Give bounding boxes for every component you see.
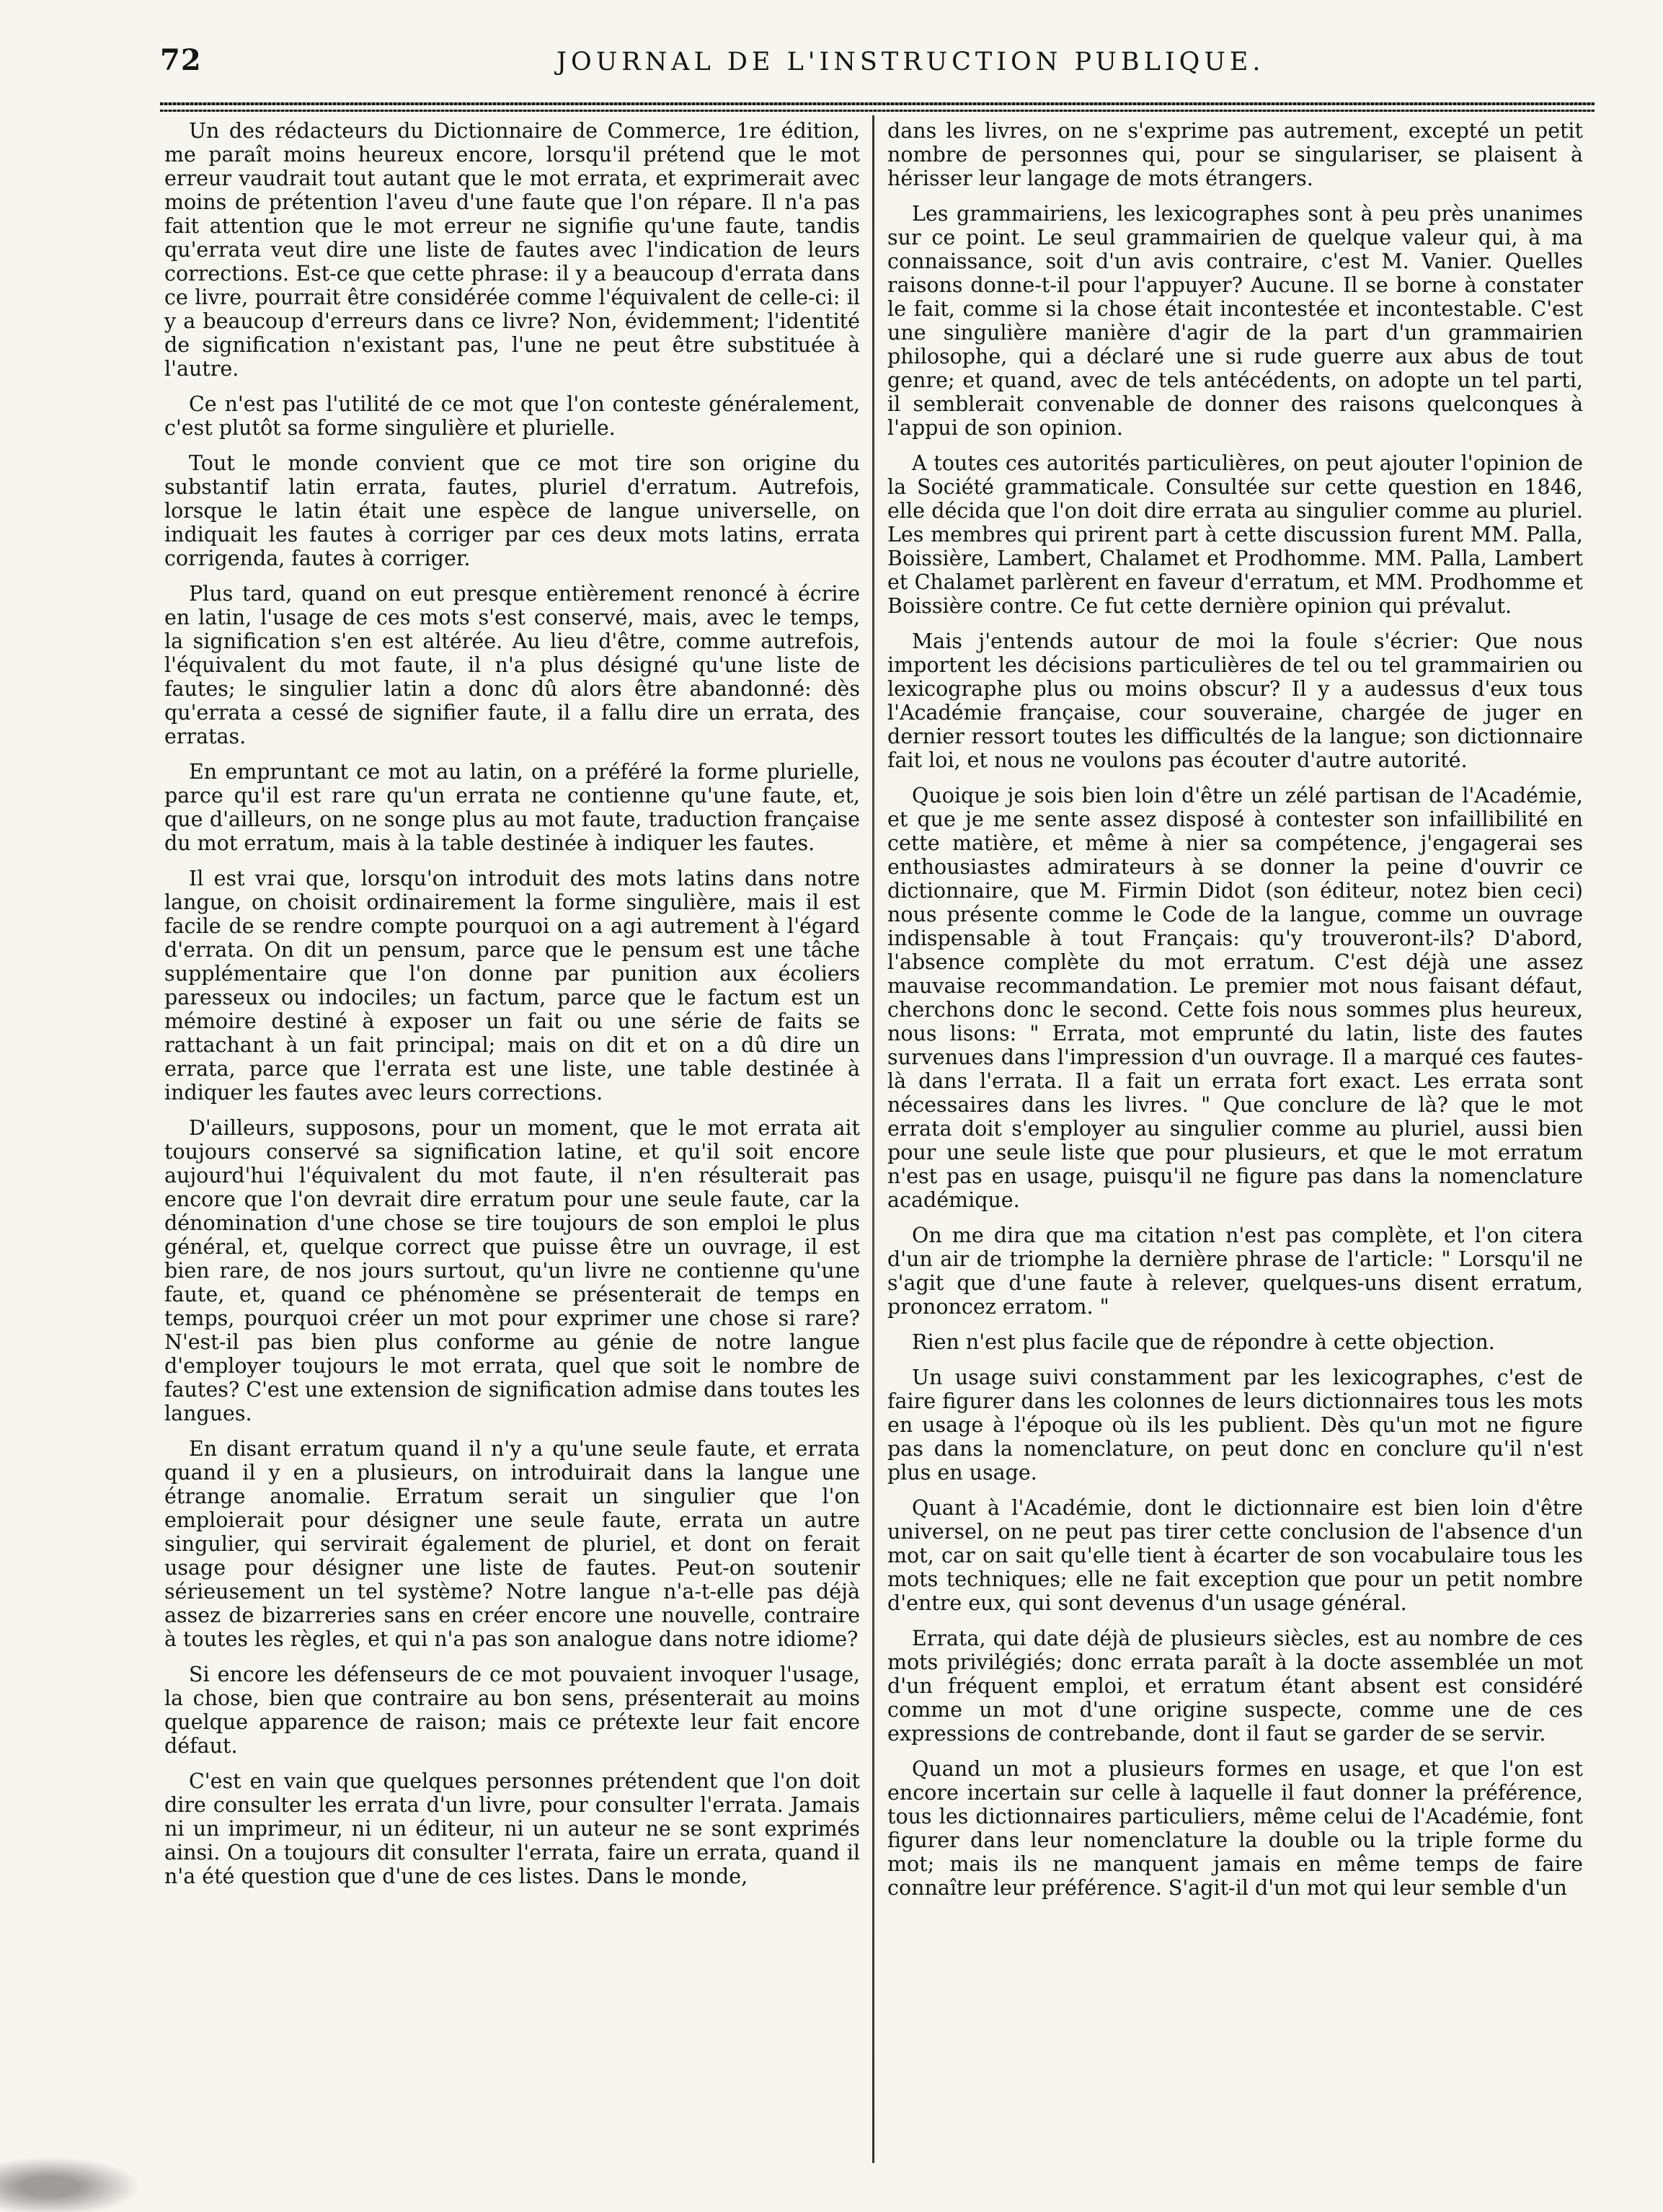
paragraph: Plus tard, quand on eut presque entièrement renoncé à écrire en latin, l'usage de ces mots s'est conservé, mais, avec le temps, la signification s'en est altérée. Au lieu d'être, comme autrefois, l'équivalent du mot faute, il n'a plus désigné qu'une liste de fautes; le singulier latin a donc dû alors être abandonné: dès qu'errata a cessé de signifier faute, il a fallu dire un errata, des erratas. bbox=[164, 582, 860, 748]
journal-title: JOURNAL DE L'INSTRUCTION PUBLIQUE. bbox=[556, 48, 1265, 76]
column-divider bbox=[872, 115, 874, 2163]
paragraph: Quant à l'Académie, dont le dictionnaire est bien loin d'être universel, on ne peut pas tirer cette conclusion de l'absence d'un mot, car on sait qu'elle tient à écarter de son vocabulaire tous les mots techniques; elle ne fait exception que pour un petit nombre d'entre eux, qui sont devenus d'un usage général. bbox=[887, 1496, 1583, 1615]
paragraph: Si encore les défenseurs de ce mot pouvaient invoquer l'usage, la chose, bien que contraire au bon sens, présenterait au moins quelque apparence de raison; mais ce prétexte leur fait encore défaut. bbox=[164, 1663, 860, 1758]
paragraph: D'ailleurs, supposons, pour un moment, que le mot errata ait toujours conservé sa signification latine, et qu'il soit encore aujourd'hui l'équivalent du mot faute, il n'en résulterait pas encore que l'on devrait dire erratum pour une seule faute, car la dénomination d'une chose se tire toujours de son emploi le plus général, et, quelque correct que puisse être un ouvrage, il est bien rare, de nos jours surtout, qu'un livre ne contienne qu'une faute, et, quand ce phénomène se présenterait de temps en temps, pourquoi créer un mot pour exprimer une chose si rare? N'est-il pas bien plus conforme au génie de notre langue d'employer toujours le mot errata, quel que soit le nombre de fautes? C'est une extension de signification admise dans toutes les langues. bbox=[164, 1116, 860, 1425]
paragraph: En empruntant ce mot au latin, on a préféré la forme plurielle, parce qu'il est rare qu'un errata ne contienne qu'une faute, et, que d'ailleurs, on ne songe plus au mot faute, traduction française du mot erratum, mais à la table destinée à indiquer les fautes. bbox=[164, 760, 860, 855]
paragraph: dans les livres, on ne s'exprime pas autrement, excepté un petit nombre de personnes qui, pour se singulariser, se plaisent à hérisser leur langage de mots étrangers. bbox=[887, 119, 1583, 190]
paragraph: Ce n'est pas l'utilité de ce mot que l'on conteste généralement, c'est plutôt sa forme singulière et plurielle. bbox=[164, 392, 860, 440]
paragraph: Un des rédacteurs du Dictionnaire de Commerce, 1re édition, me paraît moins heureux encore, lorsqu'il prétend que le mot erreur vaudrait tout autant que le mot errata, et exprimerait avec moins de prétention l'aveu d'une faute que l'on répare. Il n'a pas fait attention que le mot erreur ne signifie qu'une faute, tandis qu'errata veut dire une liste de fautes avec l'indication de leurs corrections. Est-ce que cette phrase: il y a beaucoup d'errata dans ce livre, pourrait être considérée comme l'équivalent de celle-ci: il y a beaucoup d'erreurs dans ce livre? Non, évidemment; l'identité de signification n'existant pas, l'une ne peut être substituée à l'autre. bbox=[164, 119, 860, 381]
header-rule bbox=[160, 102, 1595, 105]
paragraph: Un usage suivi constamment par les lexicographes, c'est de faire figurer dans les colonnes de leurs dictionnaires tous les mots en usage à l'époque où ils les publient. Dès qu'un mot ne figure pas dans la nomenclature, on peut donc en conclure qu'il n'est plus en usage. bbox=[887, 1366, 1583, 1485]
paragraph: Quoique je sois bien loin d'être un zélé partisan de l'Académie, et que je me sente assez disposé à contester son infaillibilité en cette matière, et même à nier sa compétence, j'engagerai ses enthousiastes admirateurs à se donner la peine d'ouvrir ce dictionnaire, que M. Firmin Didot (son éditeur, notez bien ceci) nous présente comme le Code de la langue, comme un ouvrage indispensable à tout Français: qu'y trouveront-ils? D'abord, l'absence complète du mot erratum. C'est déjà une assez mauvaise recommandation. Le premier mot nous faisant défaut, cherchons donc le second. Cette fois nous sommes plus heureux, nous lisons: " Errata, mot emprunté du latin, liste des fautes survenues dans l'impression d'un ouvrage. Il a marqué ces fautes-là dans l'errata. Il a fait un errata fort exact. Les errata sont nécessaires dans les livres. " Que conclure de là? que le mot errata doit s'employer au singulier comme au pluriel, aussi bien pour une seule liste que pour plusieurs, et que le mot erratum n'est pas en usage, puisqu'il ne figure pas dans la nomenclature académique. bbox=[887, 784, 1583, 1212]
right-column bbox=[887, 119, 1583, 2141]
paragraph: Tout le monde convient que ce mot tire son origine du substantif latin errata, fautes, pluriel d'erratum. Autrefois, lorsque le latin était une espèce de langue universelle, on indiquait les fautes à corriger par ces deux mots latins, errata corrigenda, fautes à corriger. bbox=[164, 451, 860, 570]
paragraph: Rien n'est plus facile que de répondre à cette objection. bbox=[912, 1330, 1495, 1354]
paragraph: Mais j'entends autour de moi la foule s'écrier: Que nous importent les décisions particulières de tel ou tel grammairien ou lexicographe plus ou moins obscur? Il y a audessus d'eux tous l'Académie française, cour souveraine, chargée de juger en dernier ressort toutes les difficultés de la langue; son dictionnaire fait loi, et nous ne voulons pas écouter d'autre autorité. bbox=[887, 629, 1583, 772]
paragraph: Il est vrai que, lorsqu'on introduit des mots latins dans notre langue, on choisit ordinairement la forme singulière, mais il est facile de se rendre compte pourquoi on a agi autrement à l'égard d'errata. On dit un pensum, parce que le pensum est une tâche supplémentaire que l'on donne par punition aux écoliers paresseux ou indociles; un factum, parce que le factum est un mémoire destiné à exposer un fait ou une série de faits se rattachant à un fait principal; mais on dit et on a dû dire un errata, parce que l'errata est une liste, une table destinée à indiquer les fautes avec leurs corrections. bbox=[164, 867, 860, 1105]
paragraph: A toutes ces autorités particulières, on peut ajouter l'opinion de la Société grammaticale. Consultée sur cette question en 1846, elle décida que l'on doit dire errata au singulier comme au pluriel. Les membres qui prirent part à cette discussion furent MM. Palla, Boissière, Lambert, Chalamet et Prodhomme. MM. Palla, Lambert et Chalamet parlèrent en faveur d'erratum, et MM. Prodhomme et Boissière contre. Ce fut cette dernière opinion qui prévalut. bbox=[887, 451, 1583, 618]
paragraph: Quand un mot a plusieurs formes en usage, et que l'on est encore incertain sur celle à laquelle il faut donner la préférence, tous les dictionnaires particuliers, même celui de l'Académie, font figurer dans leur nomenclature la double ou la triple forme du mot; mais ils ne manquent jamais en même temps de faire connaître leur préférence. S'agit-il d'un mot qui leur semble d'un bbox=[887, 1757, 1583, 1900]
paragraph: Errata, qui date déjà de plusieurs siècles, est au nombre de ces mots privilégiés; donc errata paraît à la docte assemblée un mot d'un fréquent emploi, et erratum étant absent est considéré comme un mot d'une origine suspecte, comme une de ces expressions de contrebande, dont il faut se garder de se servir. bbox=[887, 1627, 1583, 1746]
left-column bbox=[164, 119, 860, 2141]
header-rule-secondary bbox=[160, 110, 1595, 112]
paragraph: En disant erratum quand il n'y a qu'une seule faute, et errata quand il y en a plusieurs, on introduirait dans la langue une étrange anomalie. Erratum serait un singulier que l'on emploierait pour désigner une seule faute, errata un autre singulier, qui servirait également de pluriel, et dont on ferait usage pour désigner une liste de fautes. Peut-on soutenir sérieusement un tel système? Notre langue n'a-t-elle pas déjà assez de bizarreries sans en créer encore une nouvelle, contraire à toutes les règles, et qui n'a pas son analogue dans notre idiome? bbox=[164, 1437, 860, 1651]
page-header bbox=[160, 43, 1595, 87]
paragraph: C'est en vain que quelques personnes prétendent que l'on doit dire consulter les errata d'un livre, pour consulter l'errata. Jamais ni un imprimeur, ni un éditeur, ni un auteur ne se sont exprimés ainsi. On a toujours dit consulter l'errata, faire un errata, quand il n'a été question que d'une de ces listes. Dans le monde, bbox=[164, 1769, 860, 1888]
paragraph: Les grammairiens, les lexicographes sont à peu près unanimes sur ce point. Le seul grammairien de quelque valeur qui, à ma connaissance, soit d'un avis contraire, c'est M. Vanier. Quelles raisons donne-t-il pour l'appuyer? Aucune. Il se borne à constater le fait, comme si la chose était incontestée et incontestable. C'est une singulière manière d'agir de la part d'un grammairien philosophe, qui a déclaré une si rude guerre aux abus de tout genre; et quand, avec de tels antécédents, on adopte un tel parti, il semblerait convenable de donner des raisons quelconques à l'appui de son opinion. bbox=[887, 202, 1583, 440]
page-number: 72 bbox=[160, 43, 202, 77]
ink-smudge bbox=[0, 2149, 166, 2212]
paragraph: On me dira que ma citation n'est pas complète, et l'on citera d'un air de triomphe la dernière phrase de l'article: " Lorsqu'il ne s'agit que d'une faute à relever, quelques-uns disent erratum, prononcez erratom. " bbox=[887, 1224, 1583, 1319]
